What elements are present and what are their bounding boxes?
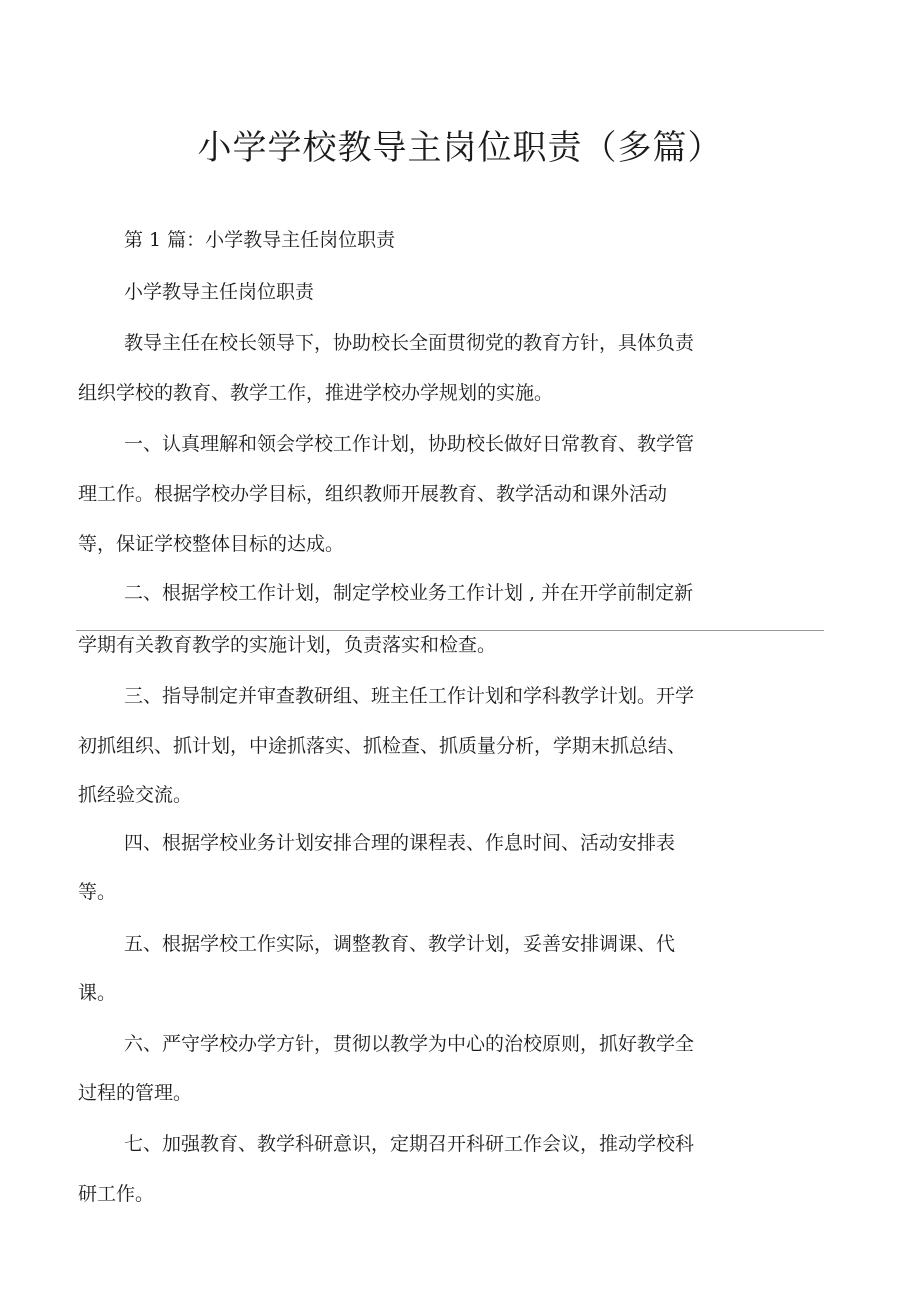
paragraph-line: 二、根据学校工作计划，制定学校业务工作计划 , 并在开学前制定新: [124, 582, 694, 604]
horizontal-rule: [76, 630, 824, 631]
paragraph-line: 四、根据学校业务计划安排合理的课程表、作息时间、活动安排表: [124, 832, 676, 854]
paragraph-line: 课。: [78, 982, 117, 1004]
paragraph-line: 六、严守学校办学方针，贯彻以教学为中心的治校原则，抓好教学全: [124, 1033, 695, 1055]
paragraph-line: 抓经验交流。: [78, 784, 193, 806]
paragraph-line: 等。: [78, 881, 117, 903]
paragraph-line: 五、根据学校工作实际，调整教育、教学计划，妥善安排调课、代: [124, 933, 676, 955]
paragraph-line: 等，保证学校整体目标的达成。: [78, 533, 345, 555]
document-title: 小学学校教导主岗位职责（多篇）: [197, 128, 723, 168]
paragraph-line: 研工作。: [78, 1183, 155, 1205]
subheading: 小学教导主任岗位职责: [124, 281, 315, 303]
paragraph-line: 初抓组织、抓计划，中途抓落实、抓检查、抓质量分析，学期末抓总结、: [78, 735, 687, 757]
section-heading: 第 1 篇：小学教导主任岗位职责: [124, 229, 396, 251]
paragraph-line: 学期有关教育教学的实施计划，负责落实和检查。: [78, 634, 497, 656]
paragraph-line: 过程的管理。: [78, 1082, 193, 1104]
paragraph-line: 理工作。根据学校办学目标，组织教师开展教育、教学活动和课外活动: [78, 483, 668, 505]
paragraph-line: 三、指导制定并审查教研组、班主任工作计划和学科教学计划。开学: [124, 685, 695, 707]
paragraph-line: 一、认真理解和领会学校工作计划，协助校长做好日常教育、教学管: [124, 433, 695, 455]
paragraph-line: 组织学校的教育、教学工作，推进学校办学规划的实施。: [78, 382, 554, 404]
paragraph-line: 教导主任在校长领导下，协助校长全面贯彻党的教育方针，具体负责: [124, 332, 695, 354]
paragraph-line: 七、加强教育、教学科研意识，定期召开科研工作会议，推动学校科: [124, 1133, 695, 1155]
